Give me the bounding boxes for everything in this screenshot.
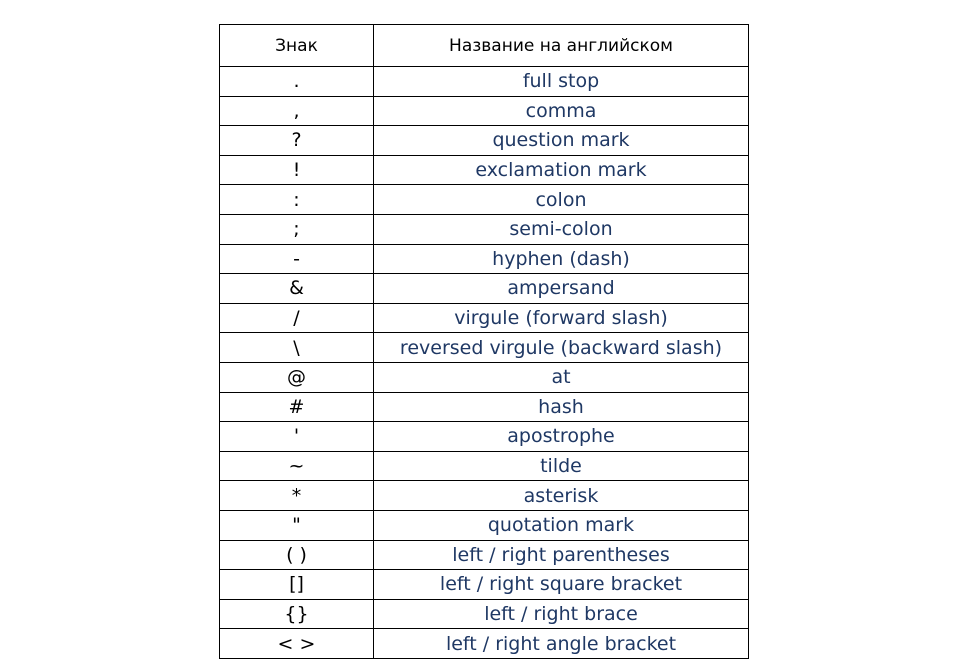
sign-cell: " xyxy=(220,510,374,540)
header-english-name: Название на английском xyxy=(374,25,749,67)
table-row xyxy=(220,599,749,629)
sign-cell: , xyxy=(220,96,374,126)
name-cell: tilde xyxy=(374,451,749,481)
table-row xyxy=(220,214,749,244)
name-cell: left / right angle bracket xyxy=(374,629,749,659)
table-header-row xyxy=(220,25,749,67)
name-cell: hash xyxy=(374,392,749,422)
table-row xyxy=(220,362,749,392)
name-cell: comma xyxy=(374,96,749,126)
name-cell: left / right square bracket xyxy=(374,570,749,600)
name-cell: quotation mark xyxy=(374,510,749,540)
table-row xyxy=(220,333,749,363)
name-cell: at xyxy=(374,362,749,392)
sign-cell: ; xyxy=(220,214,374,244)
name-cell: semi-colon xyxy=(374,214,749,244)
sign-cell: : xyxy=(220,185,374,215)
name-cell: full stop xyxy=(374,67,749,97)
header-sign: Знак xyxy=(220,25,374,67)
sign-cell: [] xyxy=(220,570,374,600)
name-cell: exclamation mark xyxy=(374,155,749,185)
sign-cell: @ xyxy=(220,362,374,392)
sign-cell: {} xyxy=(220,599,374,629)
name-cell: left / right brace xyxy=(374,599,749,629)
sign-cell: # xyxy=(220,392,374,422)
sign-cell: . xyxy=(220,67,374,97)
name-cell: colon xyxy=(374,185,749,215)
table-row xyxy=(220,126,749,156)
name-cell: reversed virgule (backward slash) xyxy=(374,333,749,363)
table-row xyxy=(220,422,749,452)
sign-cell: \ xyxy=(220,333,374,363)
name-cell: apostrophe xyxy=(374,422,749,452)
name-cell: asterisk xyxy=(374,481,749,511)
sign-cell: * xyxy=(220,481,374,511)
table-row xyxy=(220,274,749,304)
table-row xyxy=(220,570,749,600)
table-row xyxy=(220,185,749,215)
sign-cell: / xyxy=(220,303,374,333)
sign-cell: ' xyxy=(220,422,374,452)
punctuation-table-container xyxy=(219,24,749,659)
sign-cell: & xyxy=(220,274,374,304)
name-cell: left / right parentheses xyxy=(374,540,749,570)
table-row xyxy=(220,244,749,274)
table-row xyxy=(220,155,749,185)
sign-cell: ( ) xyxy=(220,540,374,570)
table-row xyxy=(220,67,749,97)
name-cell: hyphen (dash) xyxy=(374,244,749,274)
table-row xyxy=(220,481,749,511)
table-row xyxy=(220,96,749,126)
sign-cell: ~ xyxy=(220,451,374,481)
table-row xyxy=(220,510,749,540)
name-cell: ampersand xyxy=(374,274,749,304)
table-row xyxy=(220,629,749,659)
table-row xyxy=(220,540,749,570)
sign-cell: < > xyxy=(220,629,374,659)
punctuation-table xyxy=(219,24,749,659)
name-cell: question mark xyxy=(374,126,749,156)
table-row xyxy=(220,392,749,422)
table-row xyxy=(220,451,749,481)
sign-cell: ! xyxy=(220,155,374,185)
sign-cell: - xyxy=(220,244,374,274)
table-row xyxy=(220,303,749,333)
sign-cell: ? xyxy=(220,126,374,156)
name-cell: virgule (forward slash) xyxy=(374,303,749,333)
